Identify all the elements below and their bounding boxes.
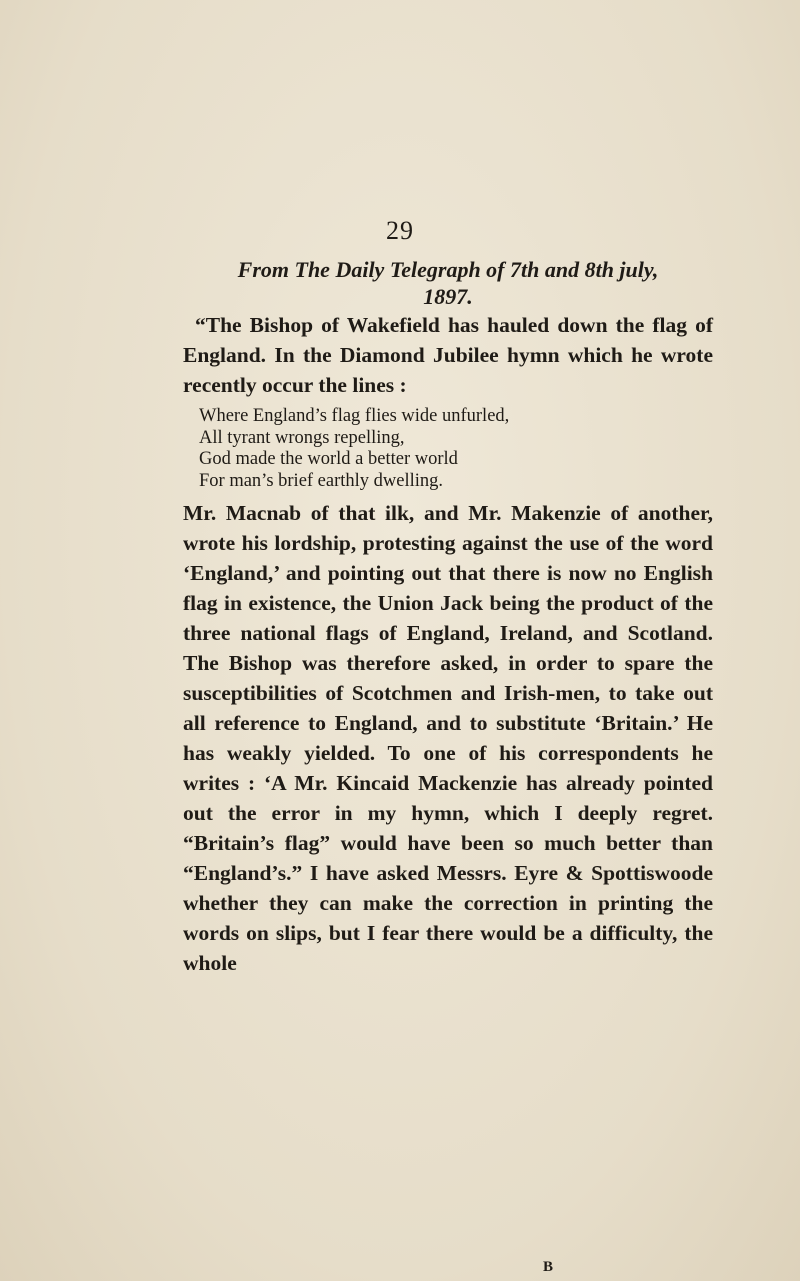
paragraph-2: Mr. Macnab of that ilk, and Mr. Makenzie of another, wrote his lordship, protesting against the use of the word ‘England,’ and pointing out that there is now no English flag in existence, the Union Jack being the product of the three national flags of England, Ireland, and Scotland. The Bishop was therefore asked, in order to spare the susceptibilities of Scotchmen and Irish-men, to take out all reference to England, and to substitute ‘Britain.’ He has weakly yielded. To one of his correspondents he writes : ‘A Mr. Kincaid Mackenzie has already pointed out the error in my hymn, which I deeply regret. “Britain’s flag” would have been so much better than “England’s.” I have asked Messrs. Eyre & Spottiswoode whether they can make the correction in printing the words on slips, but I fear there would be a difficulty, the whole — [183, 501, 713, 975]
verse-line: All tyrant wrongs repelling, — [199, 427, 405, 448]
signature-mark: B — [543, 1259, 554, 1275]
paragraph-1: “The Bishop of Wakefield has hauled down the flag of England. In the Diamond Jubilee hymn which he wrote recently occur the lines : — [183, 313, 713, 397]
hymn-verse — [183, 406, 713, 492]
verse-line: Where England’s flag flies wide unfurled, — [199, 406, 510, 426]
heading-line-2: 1897. — [423, 284, 473, 309]
verse-line: God made the world a better world — [199, 449, 458, 469]
page-content — [183, 256, 713, 978]
page-number: 29 — [386, 216, 414, 245]
heading-line-1: From The Daily Telegraph of 7th and 8th july, — [237, 257, 659, 282]
verse-line: For man’s brief earthly dwelling. — [199, 470, 444, 491]
